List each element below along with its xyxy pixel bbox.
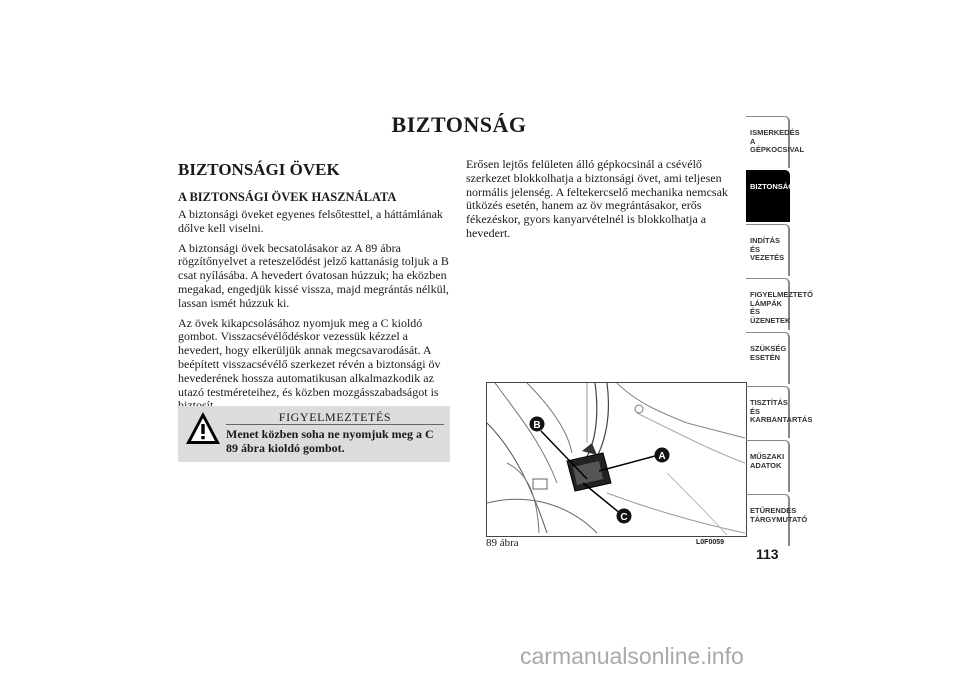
right-column: [466, 158, 738, 247]
tab-label-line: INDÍTÁS ÉS: [750, 236, 780, 254]
tab-figyelmezteto[interactable]: [746, 278, 813, 330]
tab-szukseg[interactable]: [746, 332, 790, 384]
watermark: carmanualsonline.info: [520, 643, 744, 669]
paragraph: Erősen lejtős felületen álló gépkocsinál a csévélő szerkezet blokkolhatja a biztonsági övet, ami teljesen normális jelenség. A feltekercselő mechanika nemcsak ütközés esetén, hanem az öv megrántásakor, erős fékezéskor, gyors kanyarvételnél is blokkolhatja a hevedert.: [466, 157, 728, 240]
tab-label-line: ISMERKEDÉS A: [750, 128, 800, 146]
tab-label-line: GÉPKOCSIVAL: [750, 145, 805, 154]
left-column: [178, 208, 450, 419]
paragraph: Az övek kikapcsolásához nyomjuk meg a C kioldó gombot. Visszacsévélődéskor vezessük kézzel a hevedert, hogy elkerüljük annak megcsavarodását. A beépített visszacsévélő szerkezet révén a biztonsági öv hevederének hossza automatikusan alkalmazkodik az utazó testméreteihez, és közben mozgásszabadságot is: [178, 315, 441, 399]
chapter-tabs: [746, 116, 813, 548]
tab-label-line: MŰSZAKI ADATOK: [750, 452, 785, 470]
warning-title: FIGYELMEZTETÉS: [226, 410, 444, 425]
tab-label-line: ETŰRENDES: [750, 506, 797, 515]
tab-label-line: VEZETÉS: [750, 253, 785, 262]
paragraph: A biztonsági öveket egyenes felsőtesttel, a háttámlának dőlve kell viselni.: [178, 207, 443, 235]
section-subheading: A BIZTONSÁGI ÖVEK HASZNÁLATA: [178, 190, 397, 204]
warning-box: [178, 406, 450, 462]
tab-targymutato[interactable]: [746, 494, 808, 546]
warning-triangle-icon: [184, 410, 222, 446]
tab-label-line: ÜZENETEK: [750, 315, 791, 325]
label-b-marker: [530, 417, 545, 432]
tab-tisztitas[interactable]: [746, 386, 813, 438]
tab-label-line: BIZTONSÁG: [750, 182, 795, 191]
tab-label-line: KARBANTARTÁS: [750, 415, 813, 424]
label-c: C: [620, 512, 628, 523]
tab-ismerkedes[interactable]: [746, 116, 805, 168]
label-a: A: [658, 451, 666, 462]
label-a-marker: [655, 448, 670, 463]
tab-biztonsag[interactable]: [746, 170, 795, 222]
tab-label-line: SZÜKSÉG ESETÉN: [750, 344, 787, 362]
figure-89-seatbelt-buckle: [486, 382, 747, 537]
tab-label-line: TISZTÍTÁS ÉS: [750, 398, 788, 416]
label-c-marker: [617, 509, 632, 524]
figure-caption: 89 ábra: [486, 537, 519, 549]
tab-label-line: TÁRGYMUTATÓ: [750, 514, 808, 524]
figure-code: L0F0059: [696, 539, 725, 546]
warning-text: Menet közben soha ne nyomjuk meg a C 89 ábra kioldó gombot.: [226, 427, 434, 455]
tab-muszaki[interactable]: [746, 440, 790, 492]
label-b: B: [533, 420, 541, 431]
tab-label-line: FIGYELMEZTETŐ: [750, 290, 813, 299]
paragraph: A biztonsági övek becsatolásakor az A 89 ábra rögzítőnyelvet a reteszelődést jelző kattanásig toljuk a B csat nyílásába. A hevedert óvatosan húzzuk; ha eközben megakad, engedjük kissé vissza, majd megrántás nélkül, lassan ismét húzzuk ki.: [178, 240, 449, 310]
section-heading: BIZTONSÁGI ÖVEK: [178, 160, 340, 179]
seatbelt-illustration: [487, 383, 746, 536]
page-number: 113: [756, 546, 779, 562]
page-title: BIZTONSÁG: [391, 112, 527, 137]
tab-inditas[interactable]: [746, 224, 790, 276]
tab-label-line: LÁMPÁK ÉS: [750, 298, 783, 316]
